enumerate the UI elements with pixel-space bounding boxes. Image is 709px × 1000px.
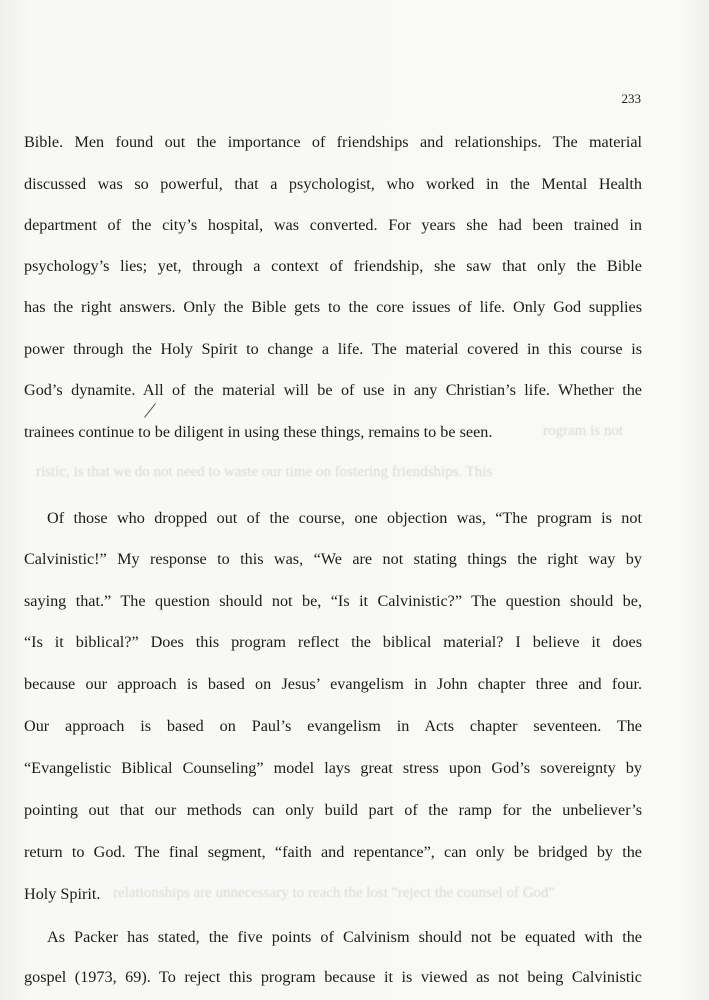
bleed-through-text: relationships are unnecessary to reach the lost "reject the counsel of God" [113,885,555,901]
text-line: psychology’s lies; yet, through a context of friendship, she saw that only the Bible [24,257,642,275]
text-line: gospel (1973, 69). To reject this program because it is viewed as not being Calvinistic [24,968,642,986]
text-line: “Evangelistic Biblical Counseling” model lays great stress upon God’s sovereignty by [24,759,642,777]
text-line: has the right answers. Only the Bible gets to the core issues of life. Only God supplies [24,298,642,316]
text-line: power through the Holy Spirit to change a life. The material covered in this course is [24,340,642,358]
text-line: saying that.” The question should not be, “Is it Calvinistic?” The question should be, [24,592,642,610]
text-line: because our approach is based on Jesus’ evangelism in John chapter three and four. [24,675,642,693]
pen-mark [144,403,156,418]
text-line: Of those who dropped out of the course, one objection was, “The program is not [47,509,642,527]
text-line: trainees continue to be diligent in using these things, remains to be seen. [24,423,493,441]
text-line: discussed was so powerful, that a psychologist, who worked in the Mental Health [24,175,642,193]
page-number: 233 [621,91,641,106]
text-line: Our approach is based on Paul’s evangelism in Acts chapter seventeen. The [24,717,642,735]
bleed-through-text: rogram is not [543,423,623,439]
text-line: Calvinistic!” My response to this was, “We are not stating things the right way by [24,550,642,568]
text-line: department of the city’s hospital, was converted. For years she had been trained in [24,216,642,234]
text-line: pointing out that our methods can only build part of the ramp for the unbeliever’s [24,801,642,819]
text-line: As Packer has stated, the five points of Calvinism should not be equated with the [47,928,642,946]
text-line: “Is it biblical?” Does this program reflect the biblical material? I believe it does [24,633,642,651]
bleed-through-text: ristic, is that we do not need to waste our time on fostering friendships. This [36,464,493,480]
text-line: God’s dynamite. All of the material will be of use in any Christian’s life. Whether the [24,381,642,399]
text-line: Holy Spirit. [24,885,101,903]
text-line: Bible. Men found out the importance of friendships and relationships. The material [24,133,642,151]
text-line: return to God. The final segment, “faith and repentance”, can only be bridged by the [24,843,642,861]
